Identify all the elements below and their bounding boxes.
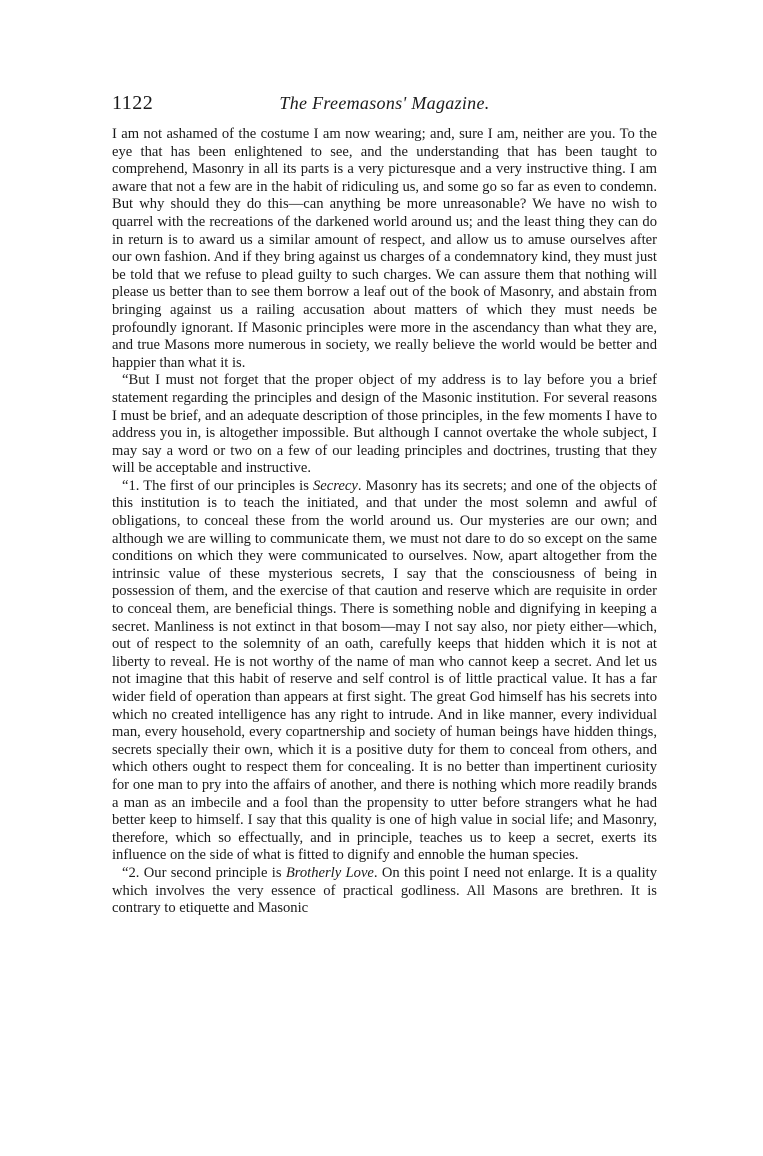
brotherly-love-body: . On this point I need not enlarge. It is a quality which involves the very essence of practical godliness. All Masons are brethren. It is contrary to etiquette and Masonic: [112, 864, 657, 917]
page-number: 1122: [112, 92, 154, 114]
paragraph-address-object: “But I must not forget that the proper object of my address is to lay before you a brief statement regarding the principles and design of the Masonic institution. For several reasons I must be brief, and an adequate description of those principles, in the few moments I have to address you in, is altogether impossible. But although I cannot overtake the whole subject, I may say a word or two on a few of our leading principles and doctrines, trusting that they will be acceptable and instructive.: [112, 372, 657, 477]
brotherly-love-term: Brotherly Love: [285, 864, 374, 881]
paragraph-secrecy: [112, 478, 657, 865]
secrecy-lead-in: “1. The first of our principles is: [122, 477, 313, 494]
document-page: [112, 92, 657, 918]
paragraph-costume: I am not ashamed of the costume I am now wearing; and, sure I am, neither are you. To the eye that has been enlightened to see, and the understanding that has been taught to comprehend, Masonry in all its parts is a very picturesque and a very instructive thing. I am aware that not a few are in the habit of ridiculing us, and some go so far as even to condemn. But why should they do this—can anything be more unreasonable? We have no wish to quarrel with the recreations of the darkened world around us; and the least thing they can do in return is to award us a similar amount of respect, and allow us to amuse ourselves after our own fashion. And if they bring against us charges of a condemnatory kind, they must just be told that we refuse to plead guilty to such charges. We can assure them that nothing will please us better than to see them borrow a leaf out of the book of Masonry, and abstain from bringing against us a railing accusation about matters of which they must needs be profoundly ignorant. If Masonic principles were more in the ascendancy than what they are, and true Masons more numerous in society, we really believe the world would be better and happier than what it is.: [112, 126, 657, 371]
brotherly-love-lead-in: “2. Our second principle is: [122, 864, 286, 881]
secrecy-body: . Masonry has its secrets; and one of the objects of this institution is to teach the initiated, and that under the most solemn and awful of obligations, to conceal these from the world around us. Our mysteries are our own; and although we are willing to communicate them, we must not dare to do so except on the same conditions on which they were communicated to ourselves. Now, apart altogether from the intrinsic value of these mysterious secrets, I say that the consciousness of being in possession of them, and the exercise of that caution and reserve which are requisite in order to conceal them, are beneficial things. There is something noble and dignifying in keeping a secret. Manliness is not extinct in that bosom—may I not say also, nor piety either—which, out of respect to the solemnity of an oath, carefully keeps that hidden which it is not at liberty to reveal. He is not worthy of the name of man who cannot keep a secret. And let us not imagine that this habit of reserve and self control is of little practical value. It has a far wider field of operation than appears at first sight. The great God himself has his secrets into which no created intelligence has any right to intrude. And in like manner, every individual man, every household, every copartnership and society of human beings have hidden things, secrets specially their own, which it is a positive duty for them to conceal from others, and which others ought to respect them for concealing. It is no better than impertinent curiosity for one man to pry into the affairs of another, and there is nothing which more readily brands a man as an imbecile and a fool than the propensity to utter before strangers what he had better keep to himself. I say that this quality is one of high value in social life; and Masonry, therefore, which so effectually, and in principle, teaches us to keep a secret, exerts its influence on the side of what is fitted to dignify and ennoble the human species.: [112, 477, 658, 864]
paragraph-brotherly-love: [112, 865, 657, 918]
article-body: [112, 126, 657, 918]
running-header: [112, 92, 657, 122]
secrecy-term: Secrecy: [312, 477, 358, 494]
journal-title: The Freemasons' Magazine.: [279, 93, 490, 113]
